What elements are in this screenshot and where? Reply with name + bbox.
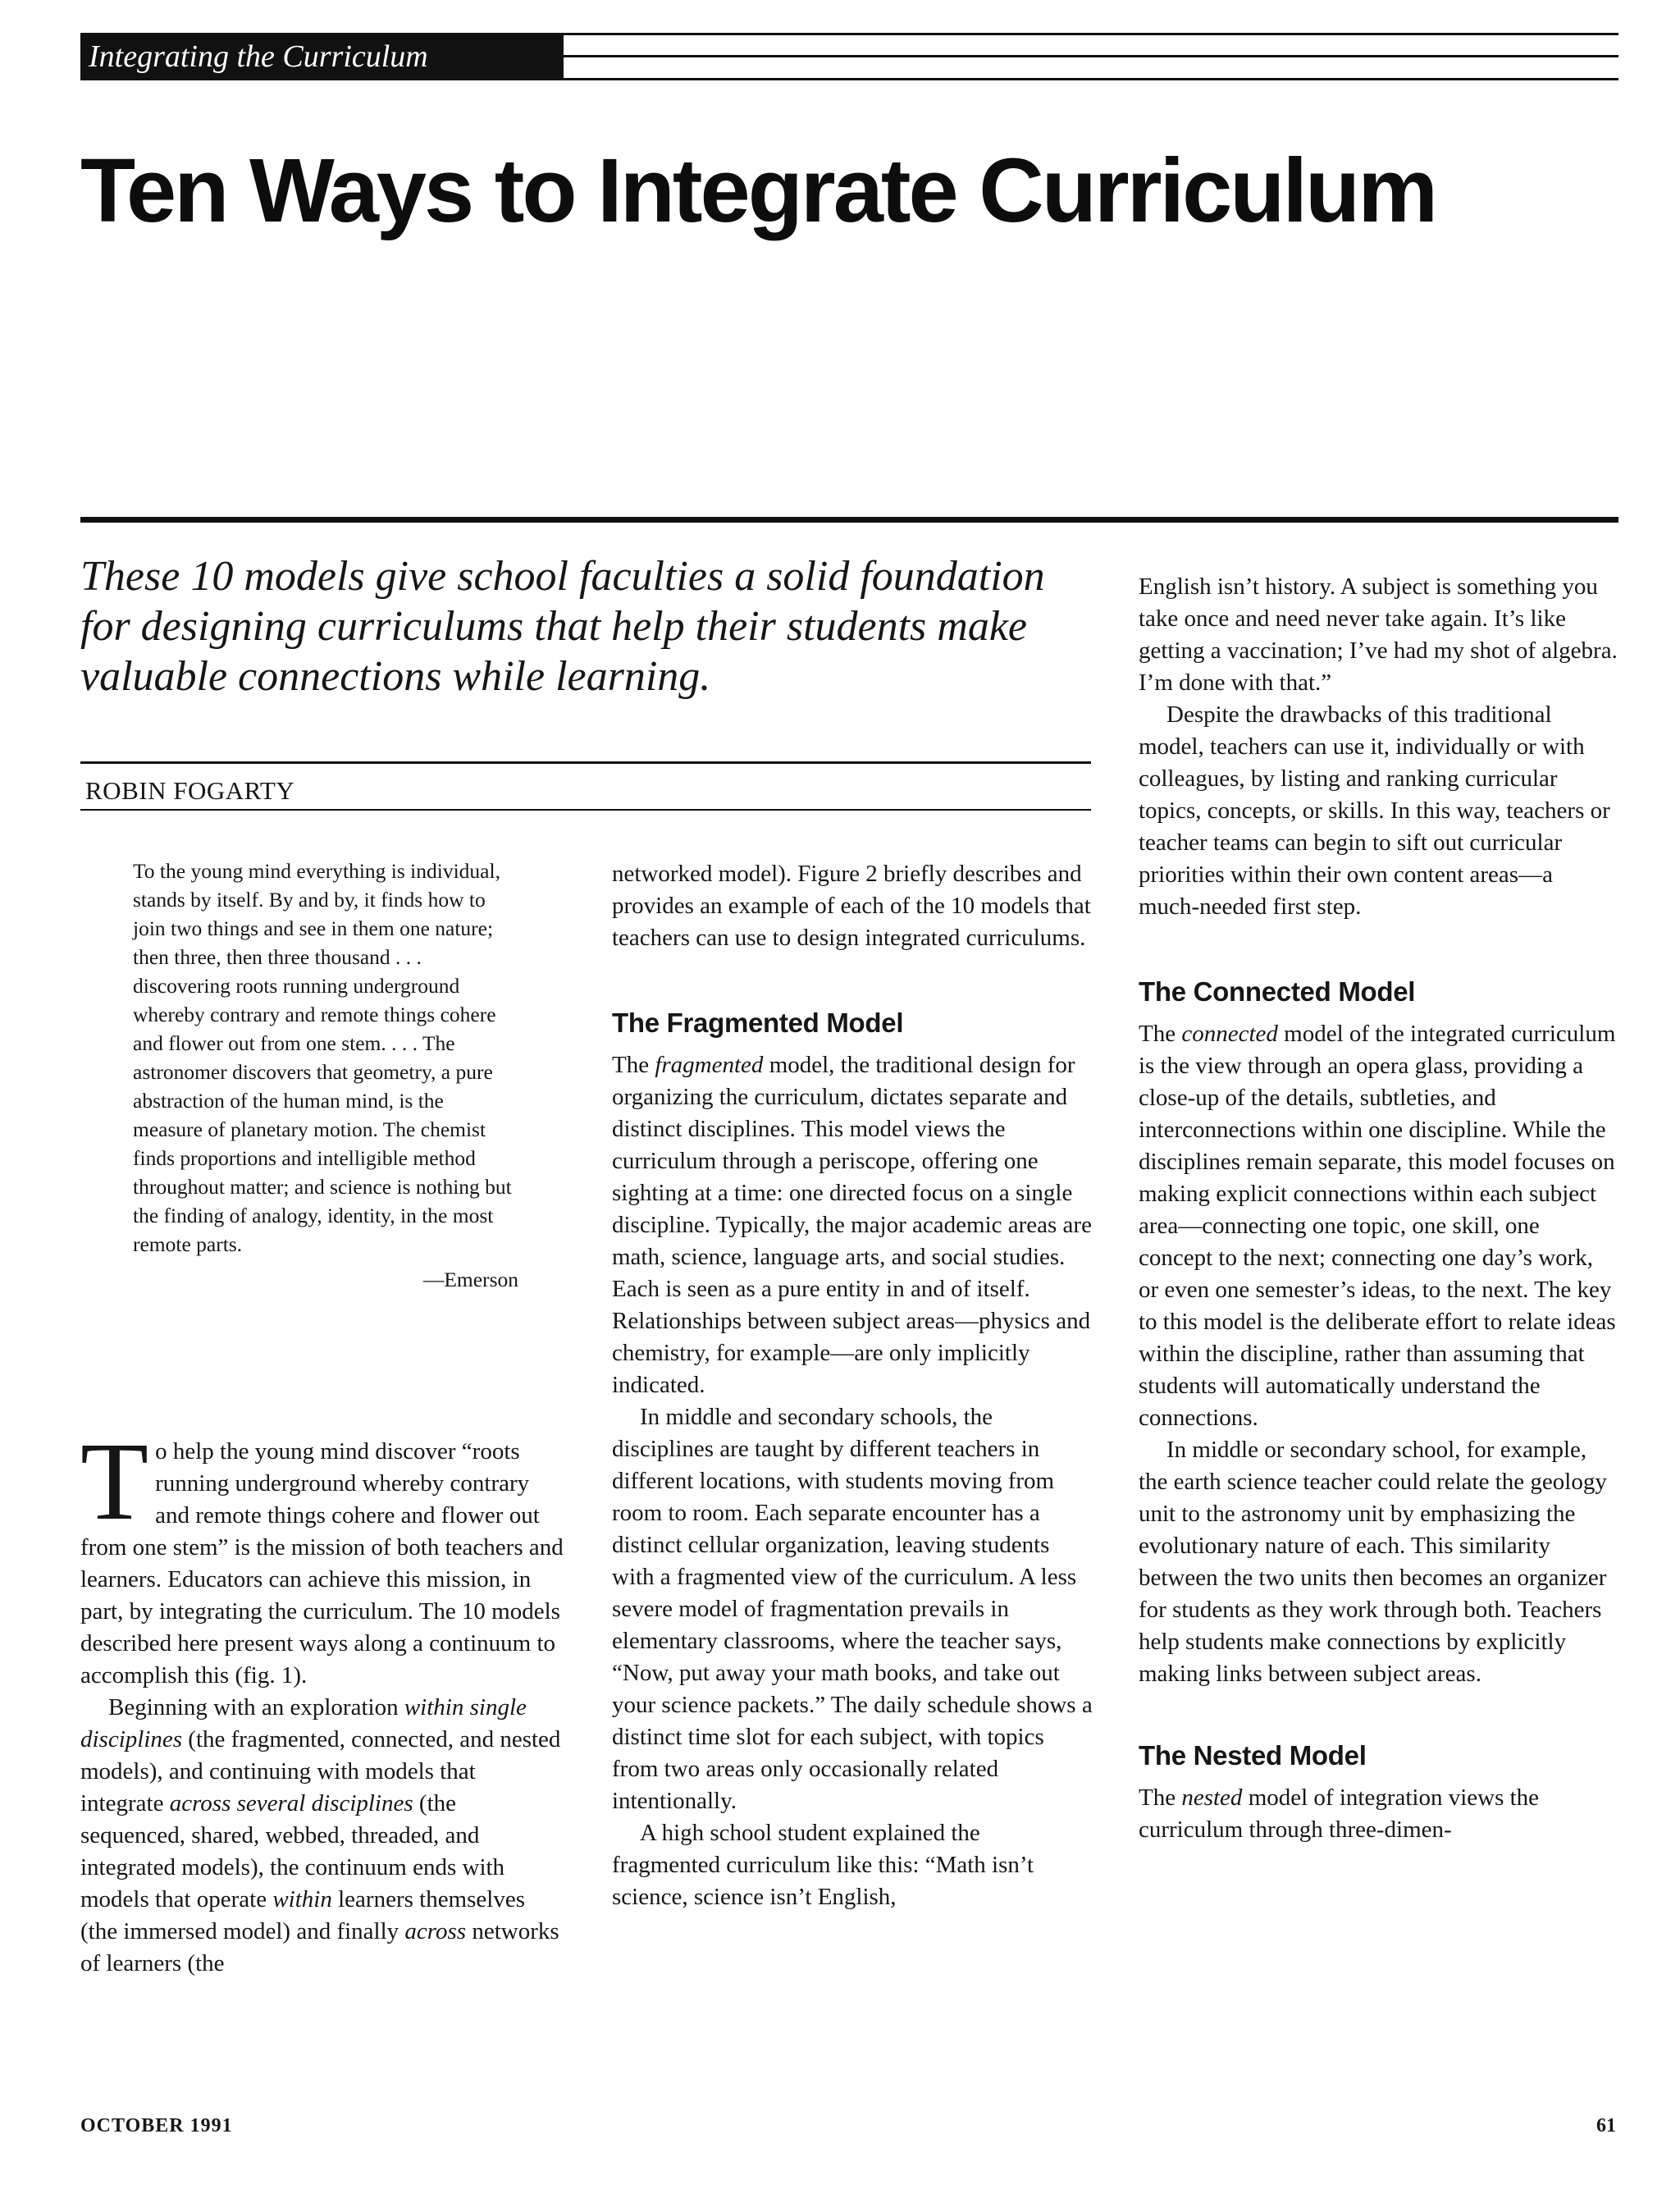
fragmented-paragraph-1 xyxy=(612,1049,1093,1401)
emphasis: across xyxy=(404,1918,467,1944)
emphasis: nested xyxy=(1181,1784,1243,1811)
emphasis: across several disciplines xyxy=(169,1790,413,1816)
epigraph-text: To the young mind everything is individual, stands by itself. By and by, it finds how to join two things and see in them one nature; then three, then three thousand . . . discovering roots running underground whereby contrary and remote things cohere and flower out from one stem. . . . The astronomer discovers that geometry, a pure abstraction of the human mind, is the measure of planetary motion. The chemist finds proportions and intelligible method throughout matter; and science is nothing but the finding of analogy, identity, in the most remote parts. xyxy=(133,859,512,1256)
fragmented-paragraph-5: Despite the drawbacks of this traditional model, teachers can use it, individually or with colleagues, by listing and ranking curricular topics, concepts, or skills. In this way, teachers or teacher teams can begin to sift out curricular priorities within their own content areas—a much-needed first step. xyxy=(1139,701,1610,920)
header-rule-bottom xyxy=(564,78,1618,80)
title-rule xyxy=(80,517,1618,523)
column-1 xyxy=(80,1420,564,1980)
byline-rule-bottom xyxy=(80,809,1091,811)
text-run: The xyxy=(612,1052,655,1078)
emphasis: within xyxy=(272,1886,332,1912)
page-title: Ten Ways to Integrate Curriculum xyxy=(80,140,1436,241)
connected-model-heading: The Connected Model xyxy=(1139,976,1416,1007)
body-paragraph-1 xyxy=(80,1420,564,1692)
header-rule-top xyxy=(564,33,1618,35)
deck-subtitle: These 10 models give school faculties a solid foundation for designing curriculums that help their students make valuable connections while learning. xyxy=(80,553,1045,700)
fragmented-paragraph-3: A high school student explained the fragmented curriculum like this: “Math isn’t science, science isn’t English, xyxy=(612,1820,1034,1910)
fragmented-paragraph-4: English isn’t history. A subject is something you take once and need never take again. It’s like getting a vaccination; I’ve had my shot of algebra. I’m done with that.” xyxy=(1139,573,1618,696)
section-header xyxy=(80,33,1618,84)
column-3 xyxy=(1139,571,1618,1846)
nested-paragraph-1 xyxy=(1139,1782,1618,1846)
nested-model-heading: The Nested Model xyxy=(1139,1740,1367,1771)
page-number: 61 xyxy=(1596,2115,1616,2136)
text-run: The xyxy=(1139,1784,1182,1811)
column-2 xyxy=(612,858,1093,1913)
epigraph xyxy=(133,857,518,1294)
text-run: model of the integrated curriculum is the view through an opera glass, providing a close-up of the details, subtleties, and interconnections within one discipline. While the disciplines remain separate, this model focuses on making explicit connections within each subject area—connecting one topic, one skill, one concept to the next; connecting one day’s work, or even one semester’s ideas, to the next. The key to this model is the deliberate effort to relate ideas within the discipline, rather than assuming that students will automatically understand the connections. xyxy=(1139,1021,1616,1431)
emphasis: connected xyxy=(1181,1021,1278,1047)
fragmented-model-heading: The Fragmented Model xyxy=(612,1008,904,1038)
connected-paragraph-2: In middle or secondary school, for example, the earth science teacher could relate the geology unit to the astronomy unit by emphasizing the evolutionary nature of each. This similarity between the two units then becomes an organizer for students as they work through both. Teachers help students make connections by explicitly making links between subject areas. xyxy=(1139,1437,1607,1687)
section-label: Integrating the Curriculum xyxy=(80,33,564,80)
text-run: model of integration views the curriculum through three-dimen- xyxy=(1139,1784,1540,1843)
text-run: The xyxy=(1139,1021,1182,1047)
text-run: Beginning with an exploration xyxy=(108,1694,404,1720)
text-run: learners themselves (the immersed model) and finally xyxy=(80,1886,525,1944)
emphasis: fragmented xyxy=(655,1052,764,1078)
byline-rule-top xyxy=(80,761,1091,764)
footer-date: OCTOBER 1991 xyxy=(80,2115,233,2136)
connected-paragraph-1 xyxy=(1139,1018,1618,1434)
header-rule-middle xyxy=(564,55,1618,57)
text-run: (the fragmented, connected, and nested models), and continuing with models that integrate xyxy=(80,1726,561,1816)
text-run: (the sequenced, shared, webbed, threaded, and integrated models), the continuum ends with models that operate xyxy=(80,1790,505,1912)
drop-cap: T xyxy=(80,1420,149,1543)
author-byline: ROBIN FOGARTY xyxy=(85,776,295,805)
epigraph-attribution: —Emerson xyxy=(422,1268,518,1291)
text-run: model, the traditional design for organizing the curriculum, dictates separate and distinct disciplines. This model views the curriculum through a periscope, offering one sighting at a time: one directed focus on a single discipline. Typically, the major academic areas are math, science, language arts, and social studies. Each is seen as a pure entity in and of itself. Relationships between subject areas—physics and chemistry, for example—are only implicitly indicated. xyxy=(612,1052,1092,1398)
body-paragraph-3: networked model). Figure 2 briefly describes and provides an example of each of the 10 models that teachers can use to design integrated curriculums. xyxy=(612,861,1091,951)
fragmented-paragraph-2: In middle and secondary schools, the disciplines are taught by different teachers in different locations, with students moving from room to room. Each separate encounter has a distinct cellular organization, leaving students with a fragmented view of the curriculum. A less severe model of fragmentation prevails in elementary classrooms, where the teacher says, “Now, put away your math books, and take out your science packets.” The daily schedule shows a distinct time slot for each subject, with topics from two areas only occasionally related intentionally. xyxy=(612,1404,1093,1814)
emphasis: within single disciplines xyxy=(80,1694,527,1752)
body-paragraph-2 xyxy=(80,1692,564,1980)
body-text: o help the young mind discover “roots running underground whereby contrary and remote things cohere and flower out from one stem” is the mission of both teachers and learners. Educators can achieve this mission, in part, by integrating the curriculum. The 10 models described here present ways along a continuum to accomplish this (fig. 1). xyxy=(80,1438,564,1688)
text-run: networks of learners (the xyxy=(80,1918,559,1976)
